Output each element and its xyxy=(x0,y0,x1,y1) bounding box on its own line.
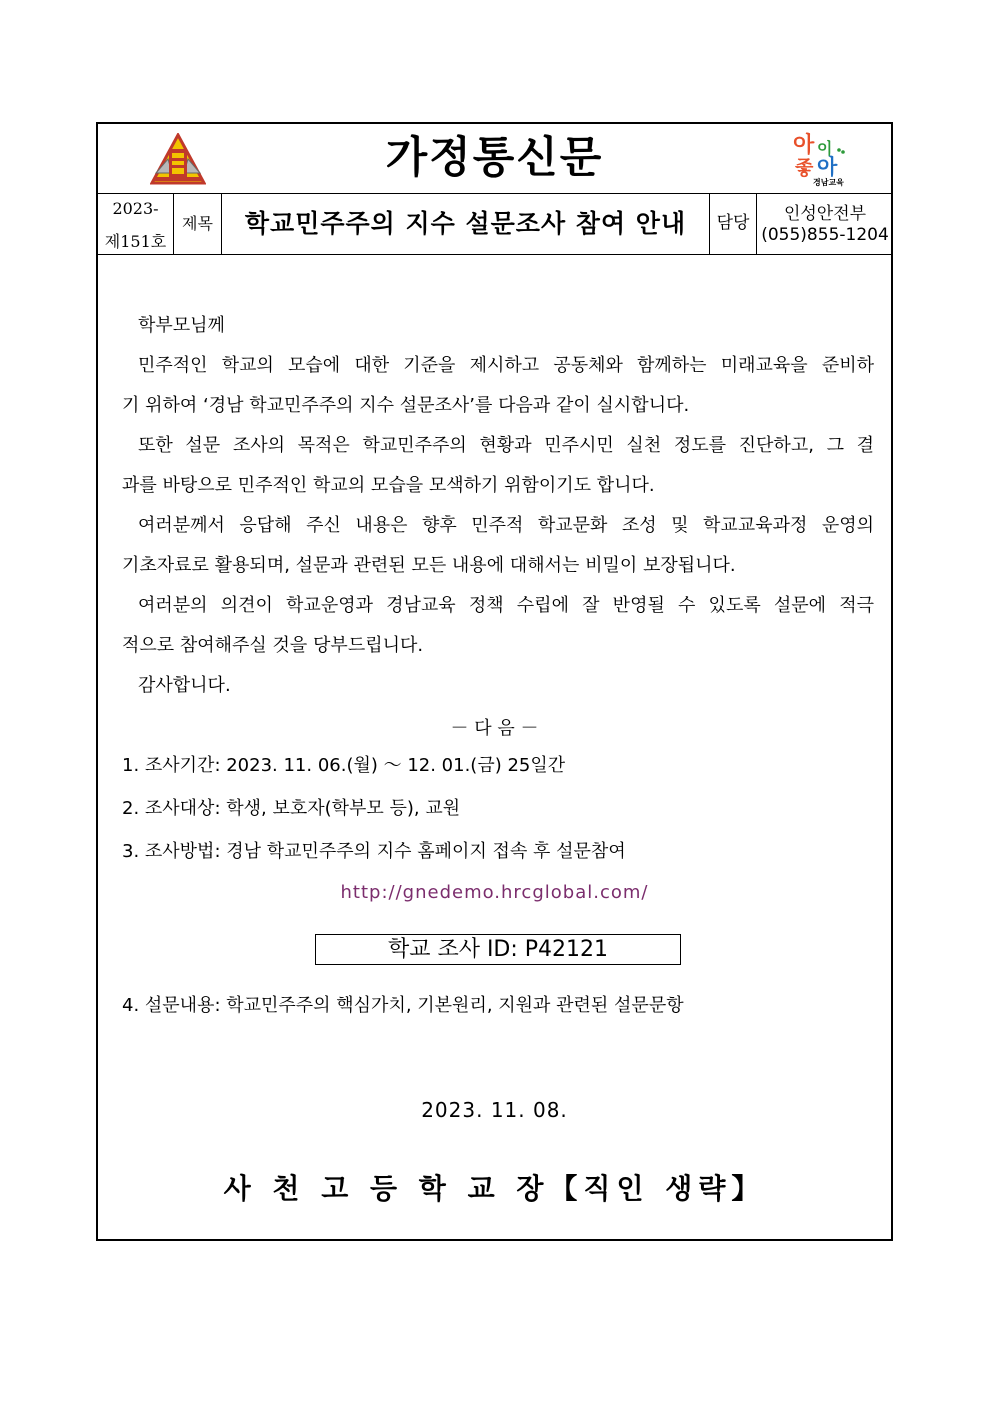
item-content: 4. 설문내용: 학교민주주의 핵심가치, 기본원리, 지원과 관련된 설문문항 xyxy=(122,995,684,1016)
item-target: 2. 조사대상: 학생, 보호자(학부모 등), 교원 xyxy=(122,798,461,819)
paragraph-3-line-2: 기초자료로 활용되며, 설문과 관련된 모든 내용에 대해서는 비밀이 보장됩니다. xyxy=(122,555,736,576)
notice-frame xyxy=(96,122,893,1241)
next-heading: － 다 음 － xyxy=(450,718,539,739)
survey-id-box: 학교 조사 ID: P42121 xyxy=(315,934,681,965)
svg-text:좋: 좋 xyxy=(795,157,814,179)
contact-label: 담당 xyxy=(710,193,757,254)
notice-year: 2023- xyxy=(112,199,159,218)
paragraph-3-line-1: 여러분께서 응답해 주신 내용은 향후 민주적 학교문화 조성 및 학교교육과정 운영의 xyxy=(138,515,874,536)
subject-label: 제목 xyxy=(174,193,222,254)
paragraph-2-line-1: 또한 설문 조사의 목적은 학교민주주의 현황과 민주시민 실천 정도를 진단하고, 그 결 xyxy=(138,435,874,456)
page-title: 가정통신문 xyxy=(385,133,604,183)
notice-meta-row xyxy=(98,193,891,255)
notice-number xyxy=(98,193,174,254)
principal-signature: 사 천 고 등 학 교 장【직인 생략】 xyxy=(223,1172,766,1205)
paragraph-1-line-2: 기 위하여 ‘경남 학교민주주의 지수 설문조사’를 다음과 같이 실시합니다. xyxy=(122,395,690,416)
paragraph-2-line-2: 과를 바탕으로 민주적인 학교의 모습을 모색하기 위함이기도 합니다. xyxy=(122,475,655,496)
contact-info xyxy=(757,193,893,254)
svg-text:이: 이 xyxy=(817,139,833,158)
item-method: 3. 조사방법: 경남 학교민주주의 지수 홈페이지 접속 후 설문참여 xyxy=(122,841,626,862)
logo-caption: 경남교육 xyxy=(813,178,844,187)
paragraph-1-line-1: 민주적인 학교의 모습에 대한 기준을 제시하고 공동체와 함께하는 미래교육을 준비하 xyxy=(138,355,874,376)
item-period: 1. 조사기간: 2023. 11. 06.(월) ～ 12. 01.(금) 25일간 xyxy=(122,755,566,776)
notice-header xyxy=(98,124,891,194)
contact-phone: (055)855-1204 xyxy=(761,225,889,245)
gyeongnam-education-logo xyxy=(791,130,857,188)
salutation: 학부모님께 xyxy=(138,315,225,336)
paragraph-4-line-1: 여러분의 의견이 학교운영과 경남교육 정책 수립에 잘 반영될 수 있도록 설문에 적극 xyxy=(138,595,874,616)
notice-date: 2023. 11. 08. xyxy=(421,1098,568,1122)
svg-text:아: 아 xyxy=(793,133,815,158)
notice-subject: 학교민주주의 지수 설문조사 참여 안내 xyxy=(222,193,710,254)
svg-text:아: 아 xyxy=(817,155,838,179)
closing-thanks: 감사합니다. xyxy=(138,675,231,696)
notice-issue: 제151호 xyxy=(104,232,167,251)
survey-url[interactable]: http://gnedemo.hrcglobal.com/ xyxy=(340,882,649,903)
paragraph-4-line-2: 적으로 참여해주실 것을 당부드립니다. xyxy=(122,635,424,656)
contact-dept: 인성안전부 xyxy=(783,204,867,224)
